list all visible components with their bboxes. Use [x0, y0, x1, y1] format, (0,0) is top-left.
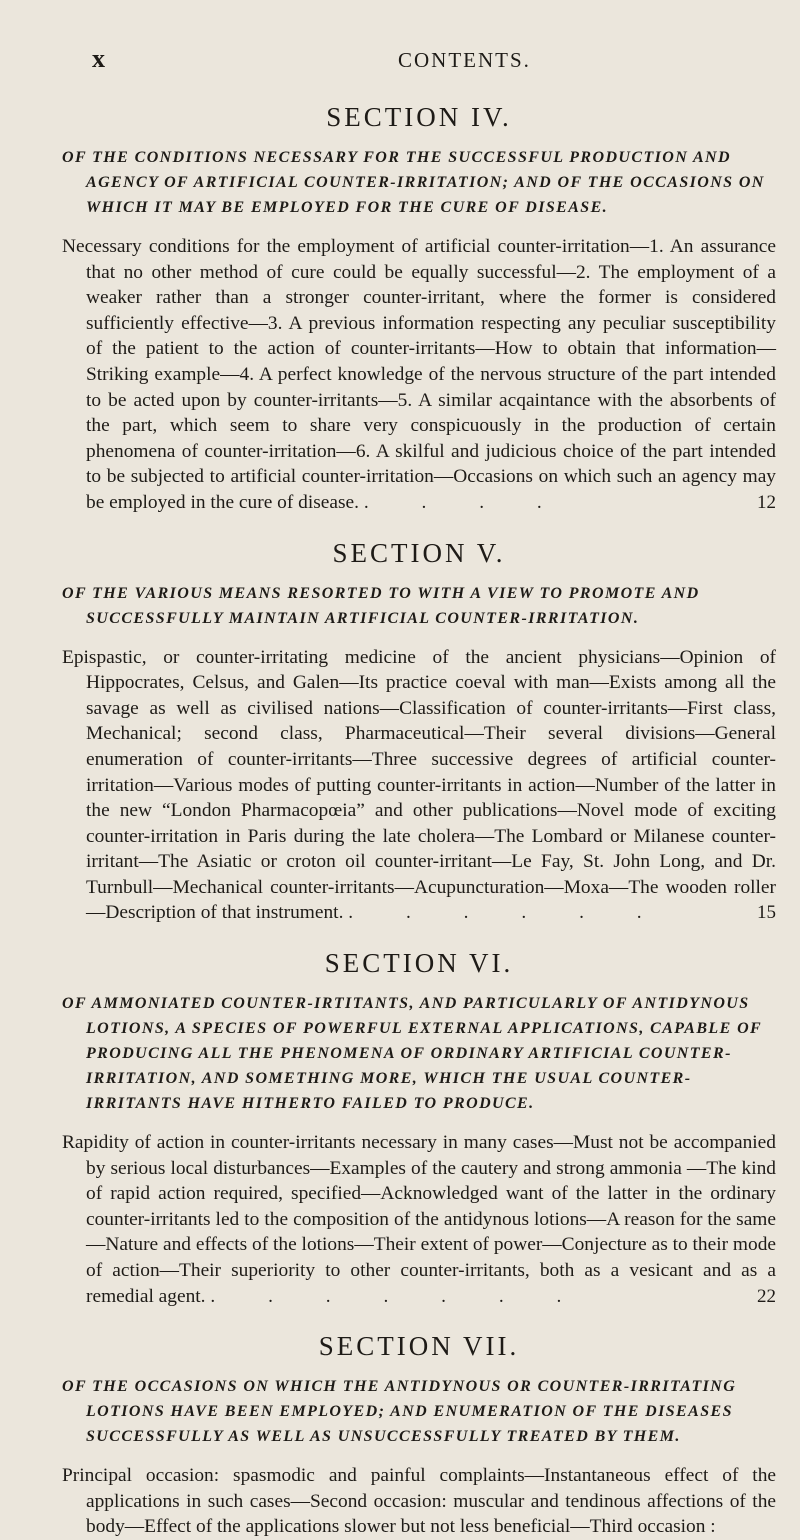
section-summary-text: Principal occasion: spasmodic and painful complaints—Instantaneous effect of the applications in such cases—Second occasion: muscular and tendinous affections of the body—Effect of the applications slower but not less beneficial—Third occasion :: [62, 1465, 776, 1538]
section-heading: SECTION V.: [332, 537, 506, 568]
section-title: OF THE VARIOUS MEANS RESORTED TO WITH A VIEW TO PROMOTE AND SUCCESSFULLY MAINTAIN ARTIFICIAL COUNTER-IRRITATION.: [62, 584, 700, 627]
section-summary: [62, 234, 776, 516]
section-heading: SECTION VII.: [318, 1331, 520, 1362]
section-summary-text: Rapidity of action in counter-irritants necessary in many cases—Must not be accompanied by serious local disturbances—Examples of the cautery and strong ammonia —The kind of rapid action required, specified—Acknowledged want of the latter in the ordinary counter-irritants led to the composition of the antidynous lotions—A reason for the same—Nature and effects of the lotions—Their extent of power—Conjecture as to their mode of action—Their superiority to other counter-irritants, both as a vesicant and as a remedial agent.: [62, 1132, 776, 1307]
section-title: OF AMMONIATED COUNTER-IRTITANTS, AND PARTICULARLY OF ANTIDYNOUS LOTIONS, A SPECIES OF POWERFUL EXTERNAL APPLICATIONS, CAPABLE OF PRODUCING ALL THE PHENOMENA OF ORDINARY ARTIFICIAL COUNTER-IRRITATION, AND SOMETHING MORE, WHICH THE USUAL COUNTER-IRRITANTS HAVE HITHERTO FAILED TO PRODUCE.: [62, 995, 762, 1113]
section-summary: [62, 645, 776, 927]
page-reference: 15: [757, 902, 776, 924]
page-reference: 22: [757, 1285, 776, 1307]
dot-leaders: . . . . . .: [348, 902, 666, 924]
section-summary-text: Epispastic, or counter-irritating medicine of the ancient physicians—Opinion of Hippocrates, Celsus, and Galen—Its practice coeval with man—Exists among all the savage as well as civilised nations—Classification of counter-irritants—First class, Mechanical; second class, Pharmaceutical—Their several divisions—General enumeration of counter-irritants—Three successive degrees of artificial counter-irritation—Various modes of putting counter-irritants in action—Number of the latter in the new “London Pharmacopœia” and other publications—Novel mode of exciting counter-irritation in Paris during the late cholera—The Lombard or Milanese counter-irritant—The Asiatic or croton oil counter-irritant—Le Fay, St. John Long, and Dr. Turnbull—Mechanical counter-irritants—Acupuncturation—Moxa—The wooden roller—Description of that instrument.: [62, 646, 776, 924]
section-title: OF THE OCCASIONS ON WHICH THE ANTIDYNOUS OR COUNTER-IRRITATING LOTIONS HAVE BEEN EMPLOYED; AND ENUMERATION OF THE DISEASES SUCCESSFULLY AS WELL AS UNSUCCESSFULLY TREATED BY THEM.: [62, 1378, 737, 1446]
running-head: [62, 44, 776, 80]
section-title: OF THE CONDITIONS NECESSARY FOR THE SUCCESSFUL PRODUCTION AND AGENCY OF ARTIFICIAL COUNTER-IRRITATION; AND OF THE OCCASIONS ON WHICH IT MAY BE EMPLOYED FOR THE CURE OF DISEASE.: [62, 149, 765, 216]
section-heading: SECTION VI.: [324, 948, 514, 979]
section-summary: [62, 1463, 776, 1540]
section-5: [62, 538, 776, 927]
section-heading: SECTION IV.: [326, 102, 512, 132]
running-title: CONTENTS.: [398, 48, 531, 72]
page-reference: 12: [757, 491, 776, 513]
section-7: [62, 1331, 776, 1540]
section-6: [62, 948, 776, 1309]
section-summary-text: Necessary conditions for the employment of artificial counter-irritation—1. An assurance that no other method of cure could be equally successful—2. The employment of a weaker rather than a stronger counter-irritant, where the former is considered sufficiently effective—3. A previous information respecting any peculiar susceptibility of the patient to the action of counter-irritants—How to obtain that information—Striking example—4. A perfect knowledge of the nervous structure of the part intended to be acted upon by counter-irritants—5. A similar acqaintance with the absorbents of the part, which seem to share very conspicuously in the production of certain phenomena of counter-irritation—6. A skilful and judicious choice of the part intended to be subjected to artificial counter-irritation—Occasions on which such an agency may be employed in the cure of disease.: [62, 236, 776, 513]
section-4: [62, 102, 776, 516]
dot-leaders: . . . .: [363, 491, 566, 513]
dot-leaders: . . . . . . .: [210, 1285, 586, 1307]
section-summary: [62, 1130, 776, 1309]
page-number: x: [92, 44, 106, 73]
